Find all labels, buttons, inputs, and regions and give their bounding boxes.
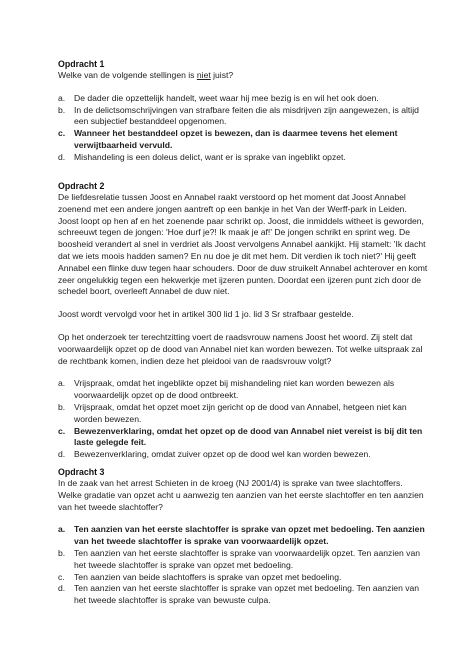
- answer-option: [58, 572, 428, 584]
- opdracht-1-section: [58, 58, 428, 164]
- opdracht-3-section: [58, 466, 428, 607]
- opdracht-1-question: Welke van de volgende stellingen is niet juist?: [58, 70, 234, 80]
- opdracht-2-scenario: De liefdesrelatie tussen Joost en Annabel raakt verstoord op het moment dat Joost Annabel zoenend met een andere jongen aantreft op een bankje in het Van der Werff-park in Leiden. Joost loopt op hen af en het zoenende paar schrikt op. Joost, die inmiddels witheet is geworden, schreeuwt tegen de jongen: 'Hoe durf je?! Ik maak je af!' De jongen schrikt en sprint weg. De boosheid verandert al snel in verdriet als Joost vervolgens Annabel aankijkt. Hij stamelt: 'Ik dacht dat we iets moois hadden samen? En nu doe je dit met hem. Dit verdien ik toch niet?' Hij geeft Annabel een flinke duw tegen haar schouders. Door de duw struikelt Annabel achterover en komt zeer ongelukkig tegen een hekwerkje met ijzeren punten. Doordat een ijzeren punt zich door de schedel boort, overleeft Annabel de duw niet.: [58, 192, 428, 297]
- option-letter: a.: [58, 524, 66, 535]
- option-letter: c.: [58, 571, 65, 582]
- option-text: Vrijspraak, omdat het opzet moet zijn gericht op de dood van Annabel, hetgeen niet kan worden bewezen.: [74, 401, 407, 424]
- opdracht-3-heading: Opdracht 3: [58, 467, 105, 477]
- option-text: Bewezenverklaring, omdat het opzet op de dood van Annabel niet vereist is bij dit ten laste gelegde feit.: [74, 425, 423, 448]
- answer-option: [58, 426, 428, 450]
- option-text: De dader die opzettelijk handelt, weet waar hij mee bezig is en wil het ook doen.: [74, 92, 379, 103]
- option-text: Ten aanzien van het eerste slachtoffer is sprake van opzet met bedoeling. Ten aanzien van het tweede slachtoffer is sprake van bewuste culpa.: [74, 583, 420, 606]
- option-letter: d.: [58, 151, 66, 162]
- answer-option: [58, 93, 428, 105]
- option-text: Wanneer het bestanddeel opzet is bewezen, dan is daarmee tevens het element verwijtbaarheid vervuld.: [74, 128, 398, 150]
- option-text: Ten aanzien van het eerste slachtoffer is sprake van opzet met bedoeling. Ten aanzien van het tweede slachtoffer is sprake van voorwaardelijk opzet.: [74, 524, 425, 547]
- option-text: Vrijspraak, omdat het ingeblikte opzet bij mishandeling niet kan worden bewezen als voorwaardelijk opzet op de dood ontbreekt.: [74, 378, 395, 401]
- option-letter: b.: [58, 547, 66, 558]
- opdracht-1-options: [58, 93, 428, 164]
- opdracht-3-options: [58, 524, 428, 607]
- answer-option: [58, 152, 428, 164]
- answer-option: [58, 402, 428, 426]
- option-text: In de delictsomschrijvingen van strafbare feiten die als misdrijven zijn aangewezen, is altijd een subjectief bestanddeel opgenomen.: [74, 104, 419, 127]
- option-letter: d.: [58, 583, 66, 594]
- answer-option: [58, 128, 428, 152]
- opdracht-1-heading: Opdracht 1: [58, 59, 105, 69]
- opdracht-2-options: [58, 378, 428, 461]
- option-text: Ten aanzien van beide slachtoffers is sprake van opzet met bedoeling.: [74, 571, 342, 582]
- opdracht-2-prosecution: Joost wordt vervolgd voor het in artikel 300 lid 1 jo. lid 3 Sr strafbaar gestelde.: [58, 309, 354, 320]
- answer-option: [58, 449, 428, 461]
- opdracht-3-question: In de zaak van het arrest Schieten in de kroeg (NJ 2001/4) is sprake van twee slachtoffers. Welke gradatie van opzet acht u aanwezig ten aanzien van het eerste slachtoffer en ten aanzien van het tweede slachtoffer?: [58, 478, 424, 512]
- option-text: Ten aanzien van het eerste slachtoffer is sprake van voorwaardelijk opzet. Ten aanzien van het tweede slachtoffer is sprake van opzet met bedoeling.: [74, 547, 421, 570]
- option-letter: c.: [58, 128, 66, 139]
- option-letter: d.: [58, 449, 66, 460]
- opdracht-2-heading: Opdracht 2: [58, 181, 105, 191]
- answer-option: [58, 583, 428, 607]
- answer-option: [58, 548, 428, 572]
- option-letter: a.: [58, 92, 66, 103]
- option-text: Bewezenverklaring, omdat zuiver opzet op de dood wel kan worden bewezen.: [74, 449, 371, 460]
- option-letter: b.: [58, 401, 66, 412]
- opdracht-2-section: [58, 180, 428, 461]
- option-text: Mishandeling is een doleus delict, want er is sprake van ingeblikt opzet.: [74, 151, 346, 162]
- option-letter: a.: [58, 378, 66, 389]
- answer-option: [58, 524, 428, 548]
- answer-option: [58, 105, 428, 129]
- opdracht-2-question: Op het onderzoek ter terechtzitting voert de raadsvrouw namens Joost het woord. Zij stelt dat voorwaardelijk opzet op de dood van Annabel niet kan worden bewezen. Tot welke uitspraak zal de rechtbank komen, indien deze het pleidooi van de raadsvrouw volgt?: [58, 331, 423, 366]
- underlined-word: niet: [196, 70, 211, 80]
- option-letter: c.: [58, 425, 66, 436]
- answer-option: [58, 378, 428, 402]
- option-letter: b.: [58, 104, 66, 115]
